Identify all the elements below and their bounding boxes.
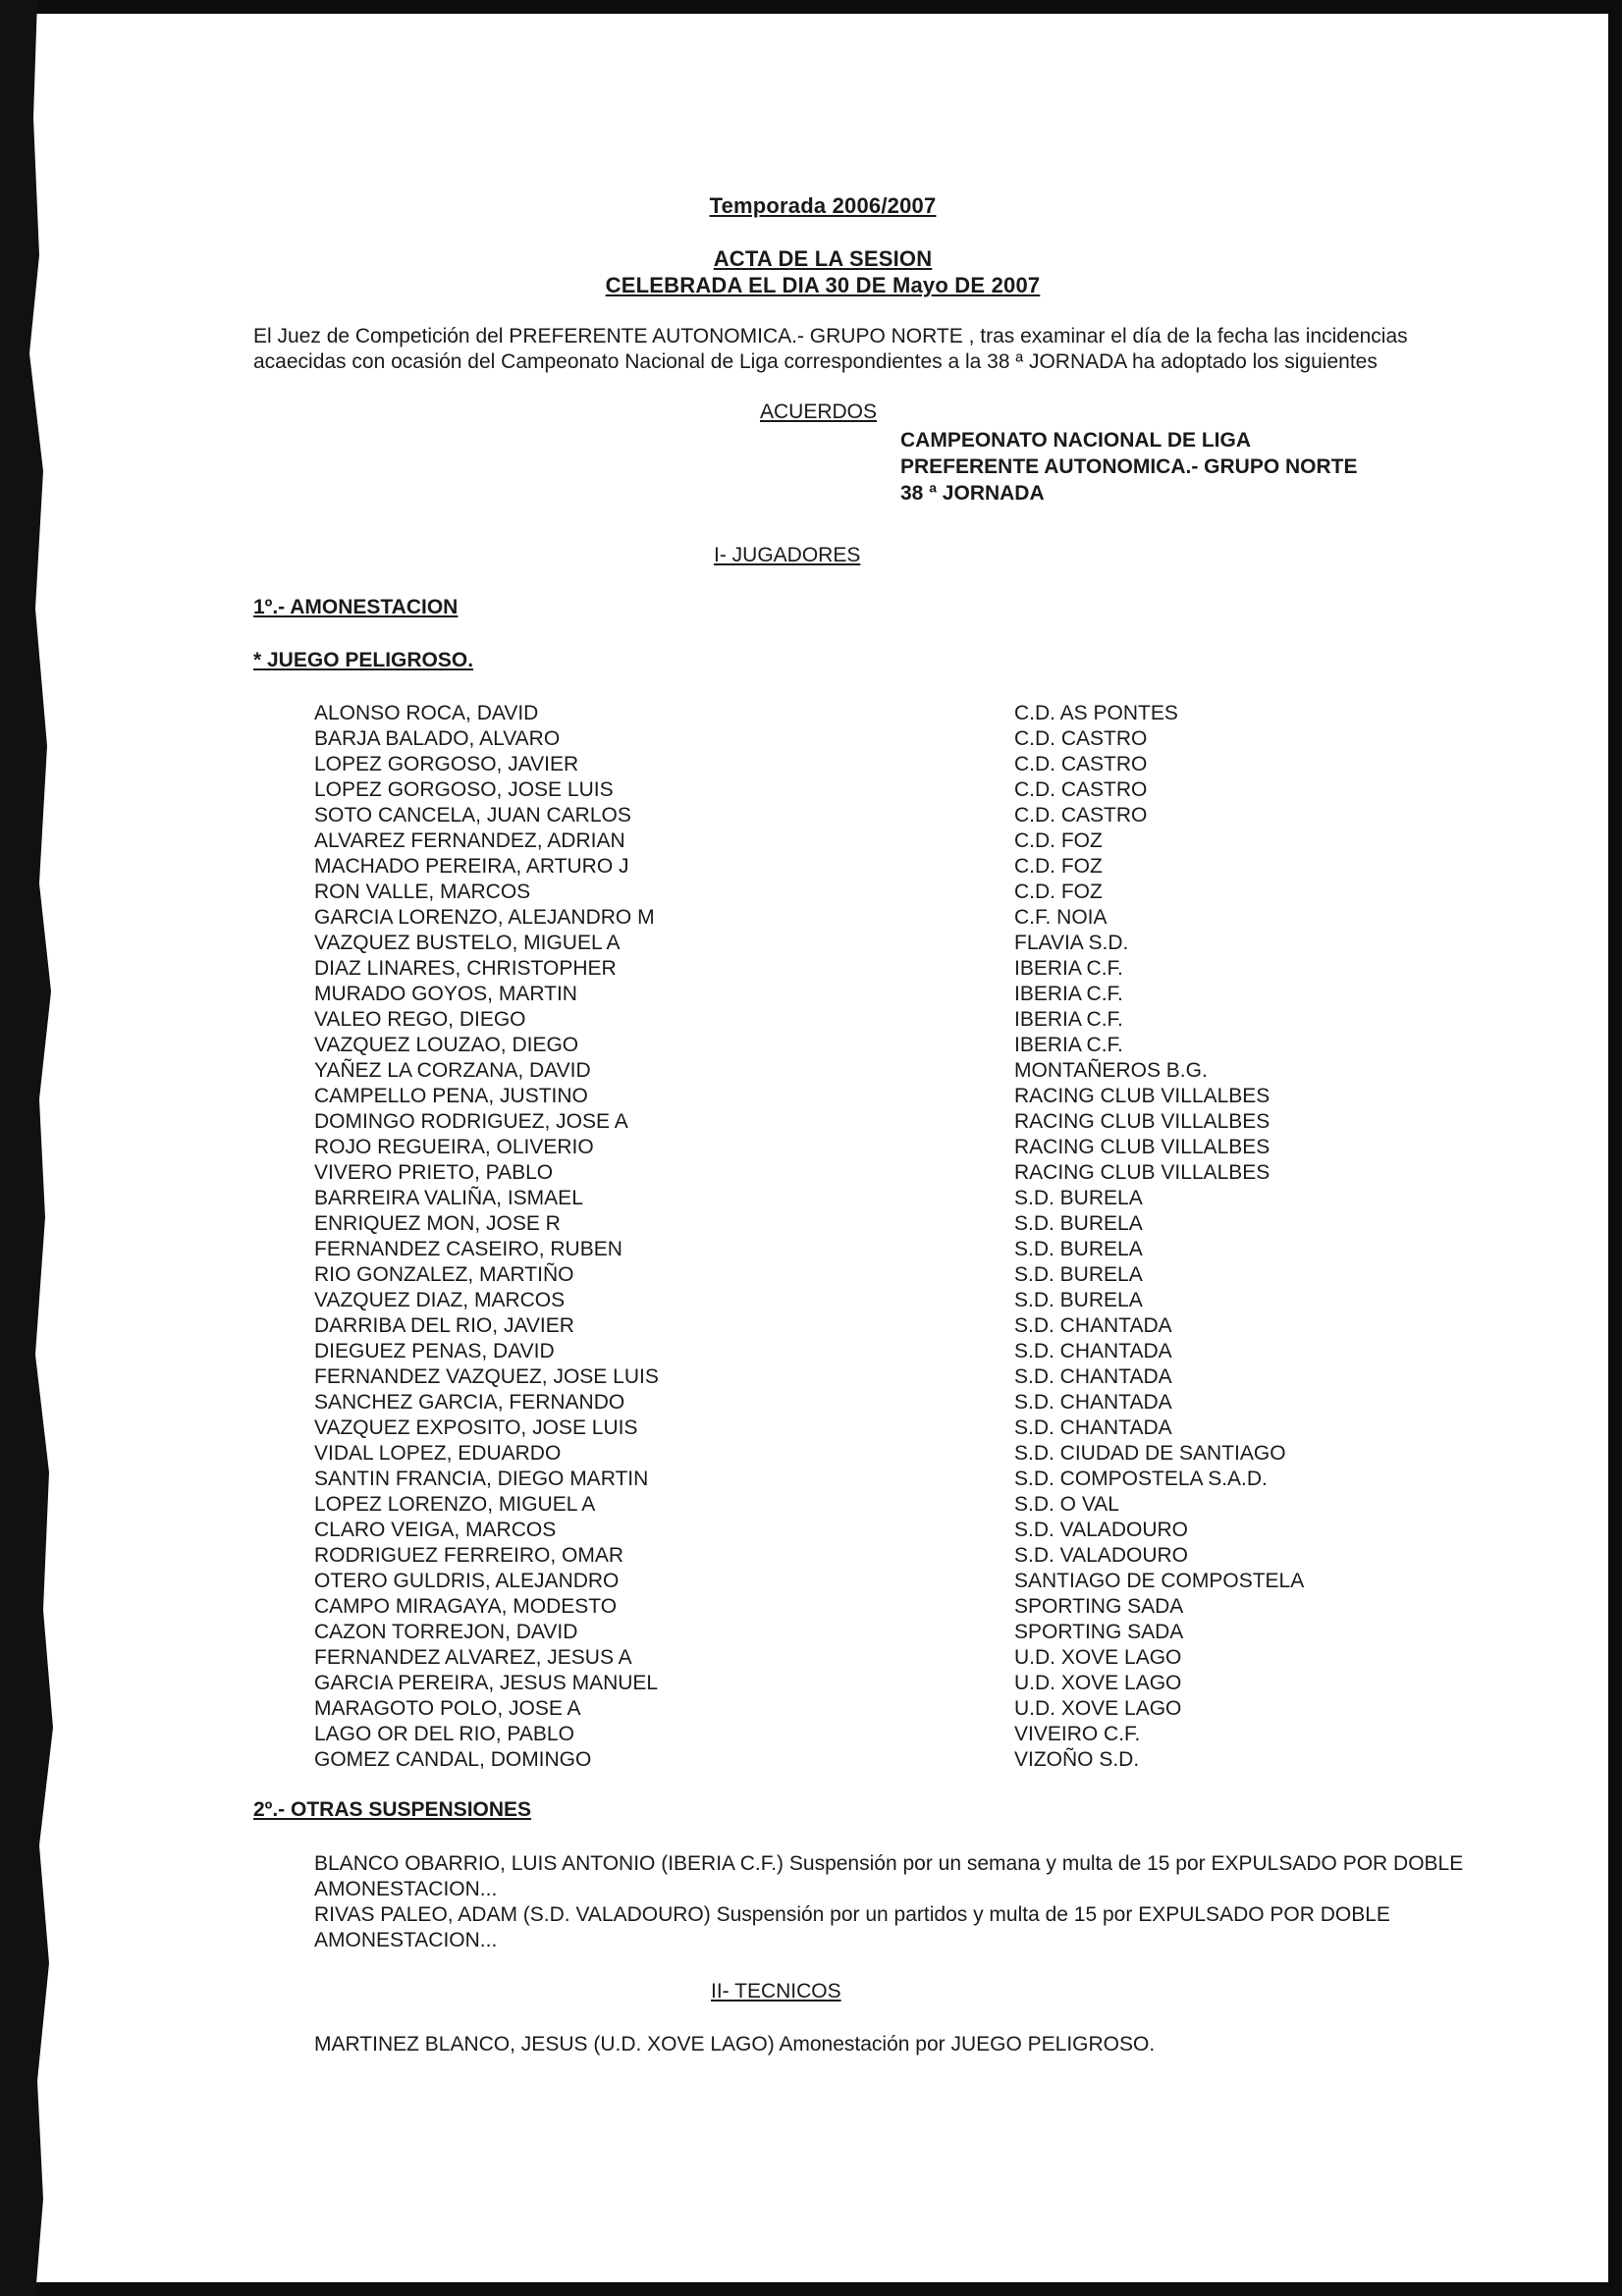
players-list: [314, 701, 1394, 1773]
player-club: RACING CLUB VILLALBES: [1014, 1085, 1271, 1107]
player-name: VIDAL LOPEZ, EDUARDO: [314, 1442, 562, 1465]
player-club: IBERIA C.F.: [1014, 957, 1123, 980]
player-club: S.D. CHANTADA: [1014, 1340, 1172, 1362]
player-club: C.D. CASTRO: [1014, 753, 1148, 775]
player-name: SANCHEZ GARCIA, FERNANDO: [314, 1391, 625, 1414]
player-name: LOPEZ LORENZO, MIGUEL A: [314, 1493, 596, 1516]
player-name: ALVAREZ FERNANDEZ, ADRIAN: [314, 829, 625, 852]
player-row: [314, 803, 1394, 828]
player-club: S.D. O VAL: [1014, 1493, 1119, 1516]
player-row: [314, 1084, 1394, 1109]
player-row: [314, 1620, 1394, 1645]
player-club: C.D. CASTRO: [1014, 778, 1148, 801]
season-title: Temporada 2006/2007: [709, 193, 937, 218]
player-club: SANTIAGO DE COMPOSTELA: [1014, 1570, 1305, 1592]
player-club: S.D. CIUDAD DE SANTIAGO: [1014, 1442, 1286, 1465]
player-row: [314, 905, 1394, 931]
player-row: [314, 1237, 1394, 1262]
player-name: RODRIGUEZ FERREIRO, OMAR: [314, 1544, 624, 1567]
player-club: IBERIA C.F.: [1014, 1008, 1123, 1031]
player-name: CAMPO MIRAGAYA, MODESTO: [314, 1595, 618, 1618]
player-row: [314, 1160, 1394, 1186]
player-club: C.D. FOZ: [1014, 881, 1103, 903]
player-name: GOMEZ CANDAL, DOMINGO: [314, 1748, 592, 1771]
player-row: [314, 1186, 1394, 1211]
player-club: SPORTING SADA: [1014, 1621, 1184, 1643]
player-name: GARCIA LORENZO, ALEJANDRO M: [314, 906, 655, 929]
player-name: SOTO CANCELA, JUAN CARLOS: [314, 804, 631, 827]
player-club: S.D. CHANTADA: [1014, 1314, 1172, 1337]
player-name: LOPEZ GORGOSO, JAVIER: [314, 753, 579, 775]
acta-title: ACTA DE LA SESION: [713, 246, 933, 271]
player-row: [314, 1645, 1394, 1671]
player-row: [314, 1364, 1394, 1390]
player-club: VIZOÑO S.D.: [1014, 1748, 1140, 1771]
player-row: [314, 931, 1394, 956]
player-club: C.F. NOIA: [1014, 906, 1108, 929]
player-row: [314, 1058, 1394, 1084]
player-row: [314, 752, 1394, 777]
player-name: LAGO OR DEL RIO, PABLO: [314, 1723, 574, 1745]
suspension-entry-2: RIVAS PALEO, ADAM (S.D. VALADOURO) Suspensión por un partidos y multa de 15 por EXPULSADO POR DOBLE AMONESTACION...: [314, 1903, 1390, 1951]
player-row: [314, 1135, 1394, 1160]
player-name: MARAGOTO POLO, JOSE A: [314, 1697, 581, 1720]
player-row: [314, 1339, 1394, 1364]
player-club: S.D. COMPOSTELA S.A.D.: [1014, 1468, 1268, 1490]
player-row: [314, 854, 1394, 880]
player-row: [314, 1441, 1394, 1467]
player-club: RACING CLUB VILLALBES: [1014, 1161, 1271, 1184]
player-row: [314, 1262, 1394, 1288]
player-row: [314, 828, 1394, 854]
player-club: S.D. BURELA: [1014, 1263, 1143, 1286]
player-row: [314, 1722, 1394, 1747]
player-name: MACHADO PEREIRA, ARTURO J: [314, 855, 629, 878]
competition-line-1: CAMPEONATO NACIONAL DE LIGA: [900, 429, 1252, 452]
player-row: [314, 1492, 1394, 1518]
player-club: S.D. BURELA: [1014, 1187, 1143, 1209]
player-name: DARRIBA DEL RIO, JAVIER: [314, 1314, 574, 1337]
player-club: S.D. BURELA: [1014, 1212, 1143, 1235]
player-club: S.D. CHANTADA: [1014, 1391, 1172, 1414]
player-name: ROJO REGUEIRA, OLIVERIO: [314, 1136, 594, 1158]
player-club: S.D. CHANTADA: [1014, 1365, 1172, 1388]
player-name: VAZQUEZ DIAZ, MARCOS: [314, 1289, 566, 1311]
competition-line-3: 38 ª JORNADA: [900, 482, 1045, 505]
player-name: FERNANDEZ ALVAREZ, JESUS A: [314, 1646, 632, 1669]
acta-date: CELEBRADA EL DIA 30 DE Mayo DE 2007: [605, 273, 1041, 297]
juego-peligroso-heading: * JUEGO PELIGROSO.: [253, 649, 474, 671]
player-name: LOPEZ GORGOSO, JOSE LUIS: [314, 778, 614, 801]
player-name: SANTIN FRANCIA, DIEGO MARTIN: [314, 1468, 649, 1490]
player-name: ALONSO ROCA, DAVID: [314, 702, 539, 724]
player-club: U.D. XOVE LAGO: [1014, 1672, 1182, 1694]
tecnico-entry: MARTINEZ BLANCO, JESUS (U.D. XOVE LAGO) Amonestación por JUEGO PELIGROSO.: [314, 2033, 1156, 2056]
player-name: DIAZ LINARES, CHRISTOPHER: [314, 957, 617, 980]
player-club: S.D. VALADOURO: [1014, 1544, 1188, 1567]
player-row: [314, 1696, 1394, 1722]
player-row: [314, 1390, 1394, 1415]
player-row: [314, 956, 1394, 982]
player-club: FLAVIA S.D.: [1014, 932, 1129, 954]
player-club: MONTAÑEROS B.G.: [1014, 1059, 1208, 1082]
player-row: [314, 1415, 1394, 1441]
player-row: [314, 701, 1394, 726]
intro-paragraph: El Juez de Competición del PREFERENTE AUTONOMICA.- GRUPO NORTE , tras examinar el día de la fecha las incidencias acaecidas con ocasión del Campeonato Nacional de Liga correspondientes a la 38 ª JORNADA ha adoptado los siguientes: [253, 325, 1408, 373]
player-club: C.D. AS PONTES: [1014, 702, 1178, 724]
player-club: C.D. CASTRO: [1014, 804, 1148, 827]
player-club: SPORTING SADA: [1014, 1595, 1184, 1618]
player-name: VAZQUEZ BUSTELO, MIGUEL A: [314, 932, 621, 954]
player-row: [314, 880, 1394, 905]
section-jugadores-heading: I- JUGADORES: [714, 544, 861, 566]
player-name: VAZQUEZ EXPOSITO, JOSE LUIS: [314, 1416, 638, 1439]
player-club: S.D. CHANTADA: [1014, 1416, 1172, 1439]
player-row: [314, 1594, 1394, 1620]
player-name: FERNANDEZ CASEIRO, RUBEN: [314, 1238, 622, 1260]
player-name: RIO GONZALEZ, MARTIÑO: [314, 1263, 574, 1286]
player-name: VIVERO PRIETO, PABLO: [314, 1161, 554, 1184]
player-club: C.D. CASTRO: [1014, 727, 1148, 750]
player-name: YAÑEZ LA CORZANA, DAVID: [314, 1059, 591, 1082]
player-name: ENRIQUEZ MON, JOSE R: [314, 1212, 561, 1235]
player-name: CAZON TORREJON, DAVID: [314, 1621, 578, 1643]
player-name: FERNANDEZ VAZQUEZ, JOSE LUIS: [314, 1365, 659, 1388]
player-name: BARREIRA VALIÑA, ISMAEL: [314, 1187, 583, 1209]
player-name: MURADO GOYOS, MARTIN: [314, 983, 577, 1005]
acuerdos-label: ACUERDOS: [760, 400, 878, 423]
player-row: [314, 1747, 1394, 1773]
player-row: [314, 1007, 1394, 1033]
torn-edge: [0, 0, 59, 2296]
player-row: [314, 1467, 1394, 1492]
suspension-entry-1: BLANCO OBARRIO, LUIS ANTONIO (IBERIA C.F.) Suspensión por un semana y multa de 15 por EXPULSADO POR DOBLE AMONESTACION...: [314, 1852, 1464, 1900]
player-name: VALEO REGO, DIEGO: [314, 1008, 526, 1031]
player-club: IBERIA C.F.: [1014, 1034, 1123, 1056]
player-row: [314, 982, 1394, 1007]
player-row: [314, 1211, 1394, 1237]
player-name: CLARO VEIGA, MARCOS: [314, 1519, 557, 1541]
player-row: [314, 1518, 1394, 1543]
player-row: [314, 1671, 1394, 1696]
player-club: C.D. FOZ: [1014, 855, 1103, 878]
player-name: VAZQUEZ LOUZAO, DIEGO: [314, 1034, 579, 1056]
otras-suspensiones-heading: 2º.- OTRAS SUSPENSIONES: [253, 1798, 532, 1821]
player-club: IBERIA C.F.: [1014, 983, 1123, 1005]
player-club: C.D. FOZ: [1014, 829, 1103, 852]
player-name: RON VALLE, MARCOS: [314, 881, 531, 903]
amonestacion-heading: 1º.- AMONESTACION: [253, 596, 459, 618]
player-club: RACING CLUB VILLALBES: [1014, 1110, 1271, 1133]
player-row: [314, 1288, 1394, 1313]
player-row: [314, 777, 1394, 803]
player-row: [314, 1109, 1394, 1135]
player-name: OTERO GULDRIS, ALEJANDRO: [314, 1570, 620, 1592]
player-name: GARCIA PEREIRA, JESUS MANUEL: [314, 1672, 659, 1694]
player-row: [314, 1569, 1394, 1594]
player-club: U.D. XOVE LAGO: [1014, 1646, 1182, 1669]
player-club: U.D. XOVE LAGO: [1014, 1697, 1182, 1720]
player-club: RACING CLUB VILLALBES: [1014, 1136, 1271, 1158]
competition-line-2: PREFERENTE AUTONOMICA.- GRUPO NORTE: [900, 455, 1358, 478]
player-row: [314, 726, 1394, 752]
player-row: [314, 1033, 1394, 1058]
player-name: CAMPELLO PENA, JUSTINO: [314, 1085, 588, 1107]
player-name: DOMINGO RODRIGUEZ, JOSE A: [314, 1110, 628, 1133]
player-row: [314, 1543, 1394, 1569]
player-name: DIEGUEZ PENAS, DAVID: [314, 1340, 555, 1362]
player-club: VIVEIRO C.F.: [1014, 1723, 1141, 1745]
player-club: S.D. BURELA: [1014, 1238, 1143, 1260]
competition-block: [900, 427, 1358, 507]
player-name: BARJA BALADO, ALVARO: [314, 727, 561, 750]
player-club: S.D. VALADOURO: [1014, 1519, 1188, 1541]
section-tecnicos-heading: II- TECNICOS: [711, 1980, 841, 2002]
player-row: [314, 1313, 1394, 1339]
player-club: S.D. BURELA: [1014, 1289, 1143, 1311]
